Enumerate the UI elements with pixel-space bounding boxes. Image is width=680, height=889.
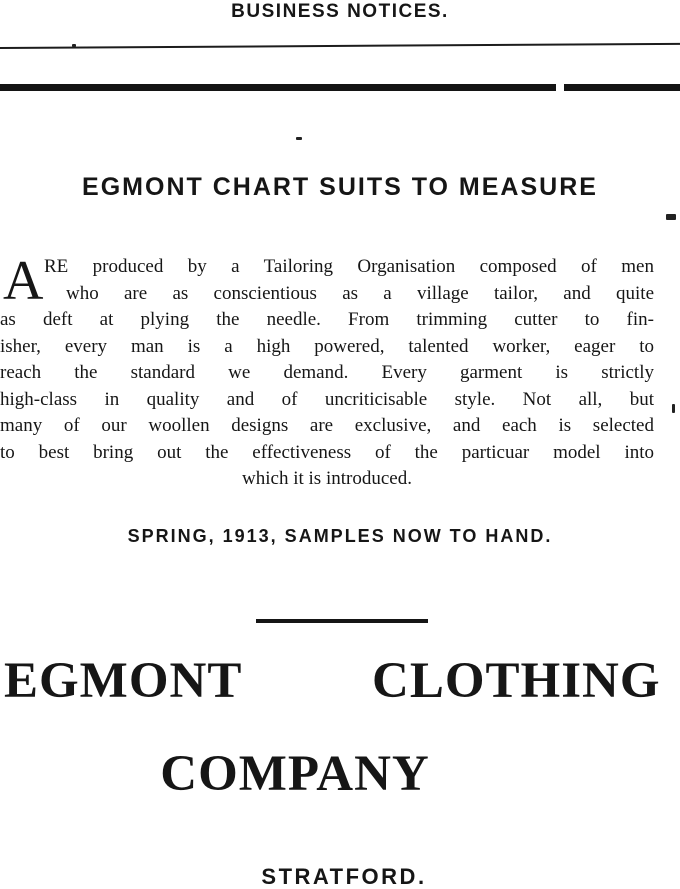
samples-notice: SPRING, 1913, SAMPLES NOW TO HAND. bbox=[127, 526, 553, 546]
print-speck bbox=[72, 44, 76, 47]
body-line: who are as conscientious as a village tailor, and quite bbox=[66, 282, 654, 304]
rule-gap bbox=[556, 84, 564, 91]
body-line: RE produced by a Tailoring Organisation composed of men bbox=[44, 256, 654, 277]
section-title: BUSINESS NOTICES. bbox=[231, 1, 449, 22]
divider-rule bbox=[256, 619, 428, 623]
advert-title: EGMONT CHART SUITS TO MEASURE bbox=[82, 173, 598, 201]
town-name: STRATFORD. bbox=[261, 864, 427, 889]
company-name-word-2: CLOTHING bbox=[372, 653, 661, 709]
company-name-word-1: EGMONT bbox=[4, 653, 243, 709]
print-speck bbox=[296, 137, 302, 140]
advert-body bbox=[0, 250, 680, 493]
body-line: isher, every man is a high powered, talented worker, eager to bbox=[0, 335, 654, 357]
header-thick-rule bbox=[0, 84, 680, 91]
body-line: high-class in quality and of uncriticisable style. Not all, but bbox=[0, 388, 654, 410]
print-speck bbox=[666, 214, 676, 220]
body-line-last: which it is introduced. bbox=[242, 468, 412, 489]
header-thin-rule bbox=[0, 43, 680, 49]
body-line: as deft at plying the needle. From trimming cutter to fin- bbox=[0, 309, 654, 330]
body-line: to best bring out the effectiveness of the particuar model into bbox=[0, 441, 654, 463]
drop-cap: A bbox=[3, 250, 44, 312]
body-line: many of our woollen designs are exclusive, and each is selected bbox=[0, 415, 654, 436]
body-line: reach the standard we demand. Every garment is strictly bbox=[0, 362, 654, 383]
company-name-word-3: COMPANY bbox=[160, 746, 430, 802]
